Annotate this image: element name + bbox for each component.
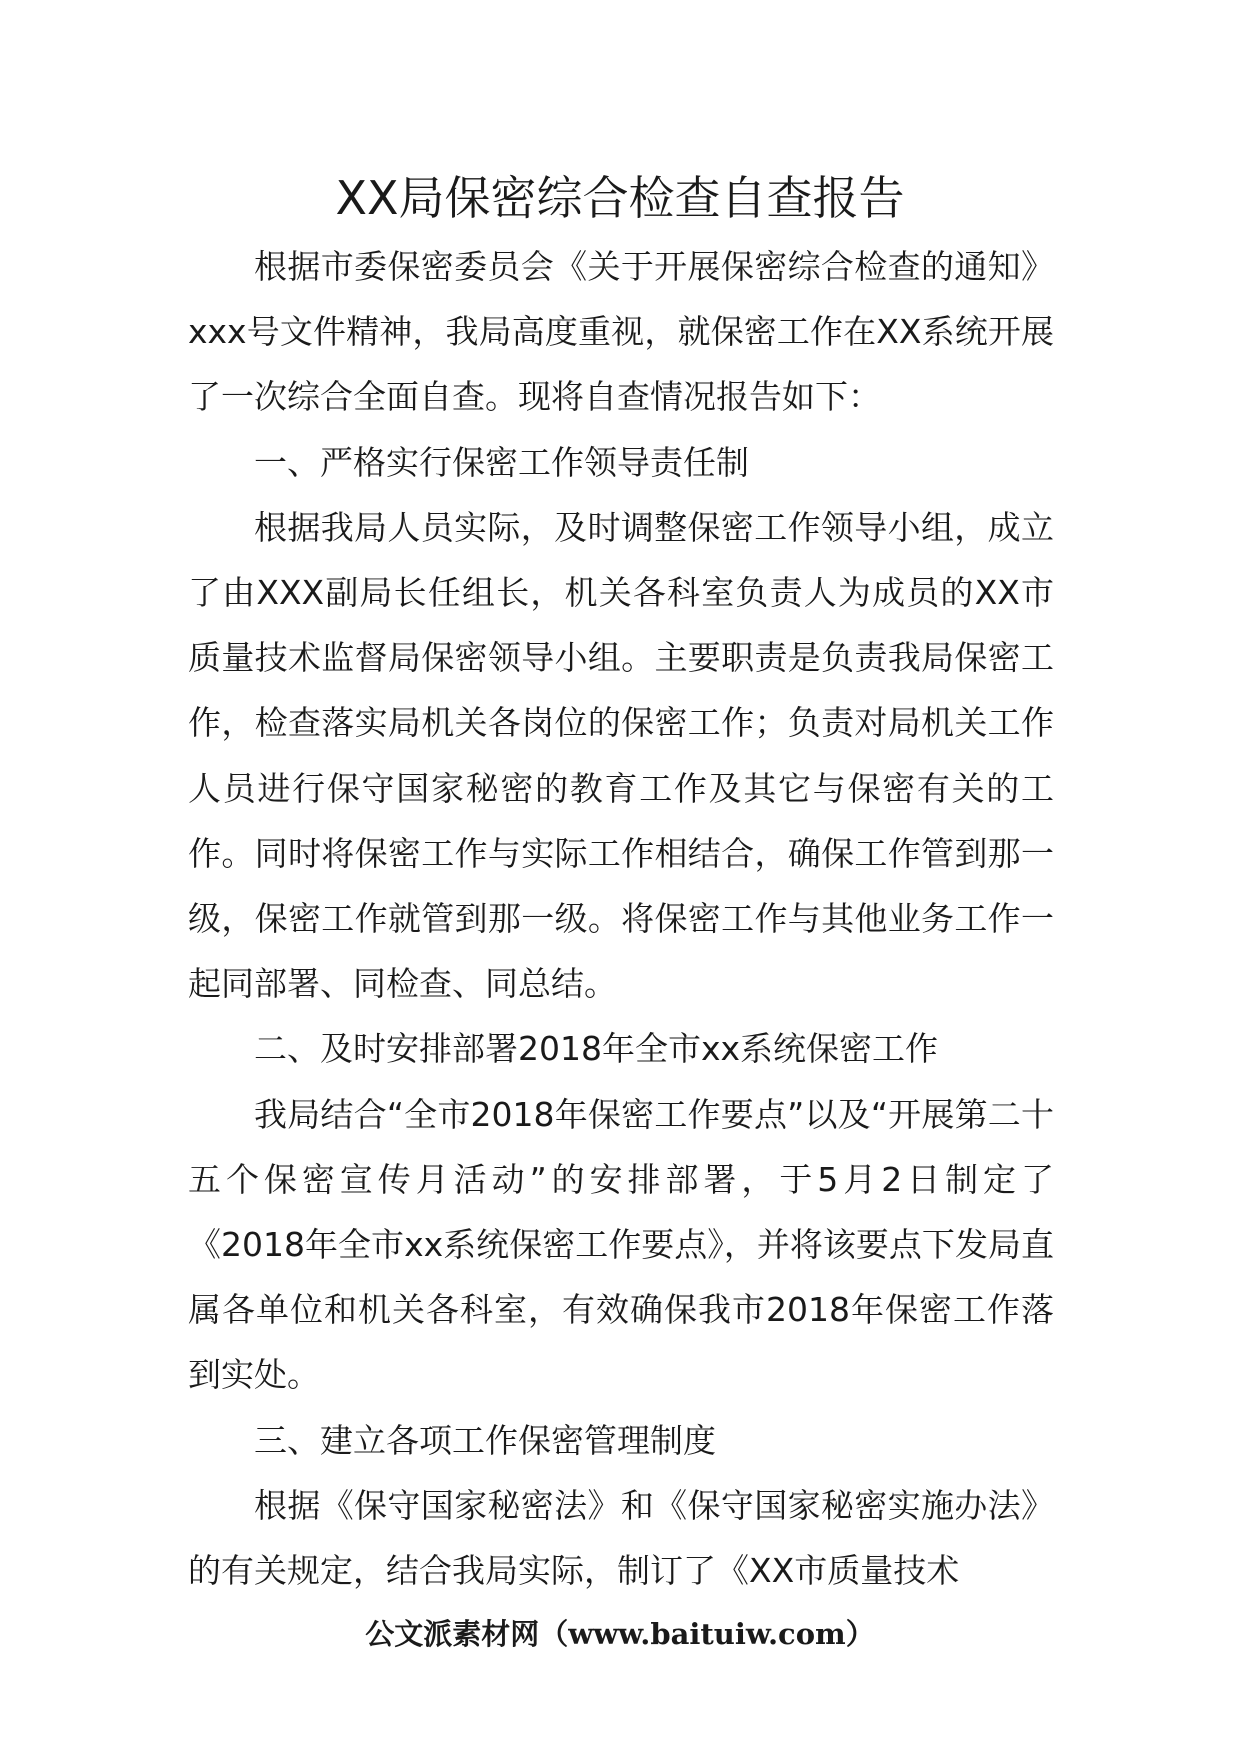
section-heading-3: 三、建立各项工作保密管理制度 <box>254 1420 716 1460</box>
document-title: XX局保密综合检查自查报告 <box>335 171 905 225</box>
paragraph-section-1: 根据我局人员实际，及时调整保密工作领导小组，成立了由XXX副局长任组长，机关各科室负责人为成员的XX市质量技术监督局保密领导小组。主要职责是负责我局保密工作，检查落实局机关各岗位的保密工作；负责对局机关工作人员进行保守国家秘密的教育工作及其它与保密有关的工作。同时将保密工作与实际工作相结合，确保工作管到那一级，保密工作就管到那一级。将保密工作与其他业务工作一起同部署、同检查、同总结。 <box>188 507 1054 1004</box>
paragraph-intro: 根据市委保密委员会《关于开展保密综合检查的通知》xxx号文件精神，我局高度重视，就保密工作在XX系统开展了一次综合全面自查。现将自查情况报告如下： <box>188 247 1054 417</box>
section-heading-1: 一、严格实行保密工作领导责任制 <box>254 442 749 482</box>
footer-watermark: 公文派素材网（www.baituiw.com） <box>365 1617 875 1651</box>
paragraph-section-3: 根据《保守国家秘密法》和《保守国家秘密实施办法》的有关规定，结合我局实际，制订了《XX市质量技术 <box>188 1485 1054 1591</box>
section-heading-2: 二、及时安排部署2018年全市xx系统保密工作 <box>254 1029 939 1069</box>
document-body <box>188 234 1054 1603</box>
paragraph-section-2: 我局结合“全市2018年保密工作要点”以及“开展第二十五个保密宣传月活动”的安排部署，于5月2日制定了《2018年全市xx系统保密工作要点》，并将该要点下发局直属各单位和机关各科室，有效确保我市2018年保密工作落到实处。 <box>188 1094 1054 1395</box>
